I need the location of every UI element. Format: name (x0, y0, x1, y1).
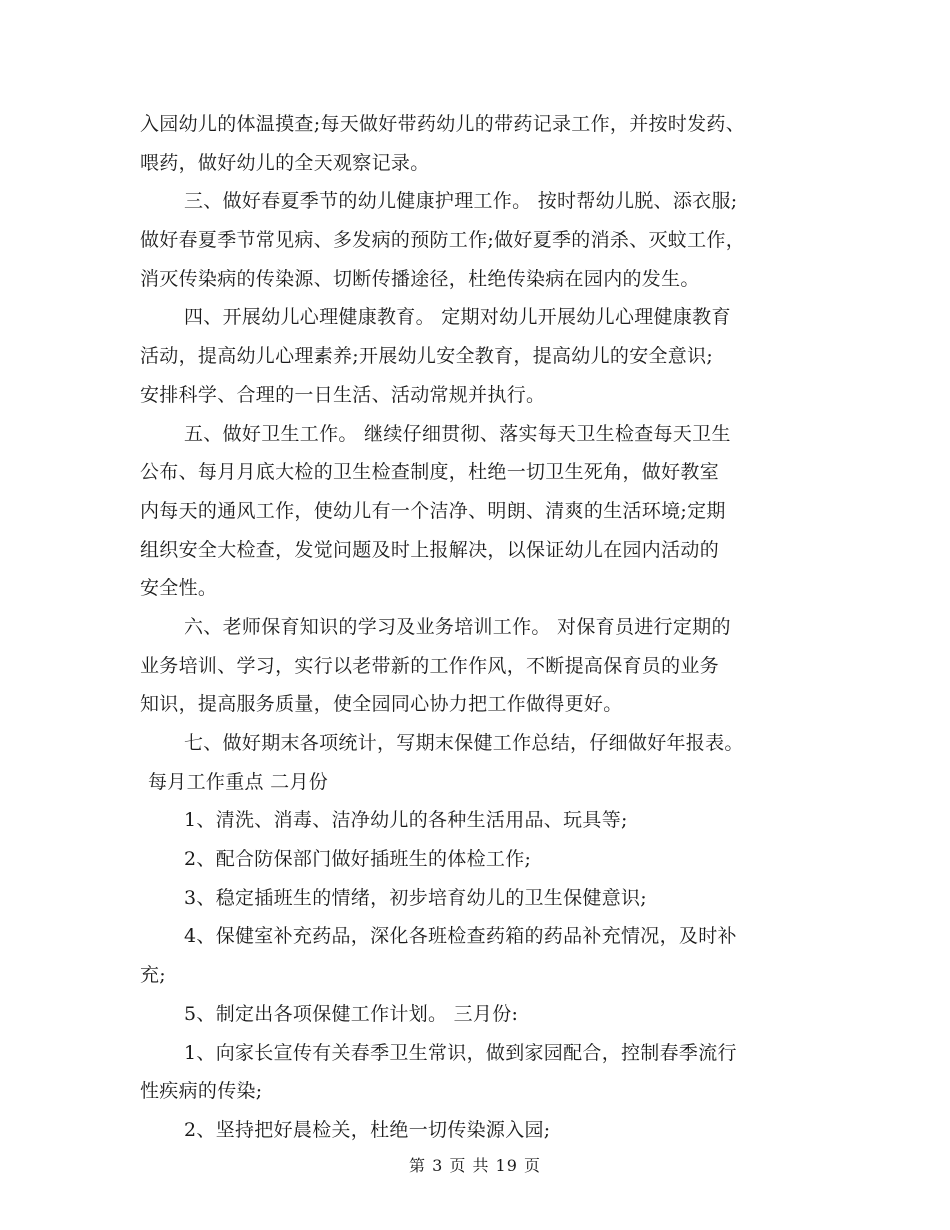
text-line: 充; (140, 964, 167, 987)
text-line: 性疾病的传染; (140, 1080, 263, 1103)
list-item: 1、清洗、消毒、洁净幼儿的各种生活用品、玩具等; (184, 809, 628, 832)
text-line: 喂药，做好幼儿的全天观察记录。 (140, 151, 430, 174)
text-line: 消灭传染病的传染源、切断传播途径，杜绝传染病在园内的发生。 (140, 267, 700, 290)
list-item: 2、配合防保部门做好插班生的体检工作; (184, 848, 532, 871)
text-line: 组织安全大检查，发觉问题及时上报解决，以保证幼儿在园内活动的 (140, 538, 720, 561)
list-item: 5、制定出各项保健工作计划。 三月份: (184, 1002, 519, 1025)
text-line: 知识，提高服务质量，使全园同心协力把工作做得更好。 (140, 693, 623, 716)
list-item: 1、向家长宣传有关春季卫生常识，做到家园配合，控制春季流行 (184, 1041, 737, 1064)
section-heading-5: 五、做好卫生工作。 继续仔细贯彻、落实每天卫生检查每天卫生 (184, 422, 731, 445)
text-line: 入园幼儿的体温摸查;每天做好带药幼儿的带药记录工作，并按时发药、 (140, 113, 746, 135)
section-heading-3: 三、做好春夏季节的幼儿健康护理工作。 按时帮幼儿脱、添衣服; (184, 190, 738, 213)
text-line: 业务培训、学习，实行以老带新的工作作风，不断提高保育员的业务 (140, 654, 720, 677)
text-line: 安全性。 (140, 577, 218, 600)
section-heading-4: 四、开展幼儿心理健康教育。 定期对幼儿开展幼儿心理健康教育 (184, 306, 731, 329)
document-body (140, 105, 820, 1150)
monthly-focus-heading: 每月工作重点 二月份 (148, 770, 329, 793)
text-line: 内每天的通风工作，使幼儿有一个洁净、明朗、清爽的生活环境;定期 (140, 499, 726, 522)
list-item: 3、稳定插班生的情绪，初步培育幼儿的卫生保健意识; (184, 886, 647, 909)
text-line: 做好春夏季节常见病、多发病的预防工作;做好夏季的消杀、灭蚊工作， (140, 229, 746, 252)
section-heading-7: 七、做好期末各项统计，写期末保健工作总结，仔细做好年报表。 (184, 732, 744, 754)
text-line: 活动，提高幼儿心理素养;开展幼儿安全教育，提高幼儿的安全意识; (140, 345, 714, 368)
page-number-footer: 第 3 页 共 19 页 (409, 1156, 541, 1175)
list-item: 2、坚持把好晨检关，杜绝一切传染源入园; (184, 1118, 551, 1141)
text-line: 公布、每月月底大检的卫生检查制度，杜绝一切卫生死角，做好教室 (140, 461, 720, 484)
section-heading-6: 六、老师保育知识的学习及业务培训工作。 对保育员进行定期的 (184, 615, 731, 638)
list-item: 4、保健室补充药品，深化各班检查药箱的药品补充情况，及时补 (184, 925, 737, 948)
text-line: 安排科学、合理的一日生活、活动常规并执行。 (140, 383, 546, 406)
